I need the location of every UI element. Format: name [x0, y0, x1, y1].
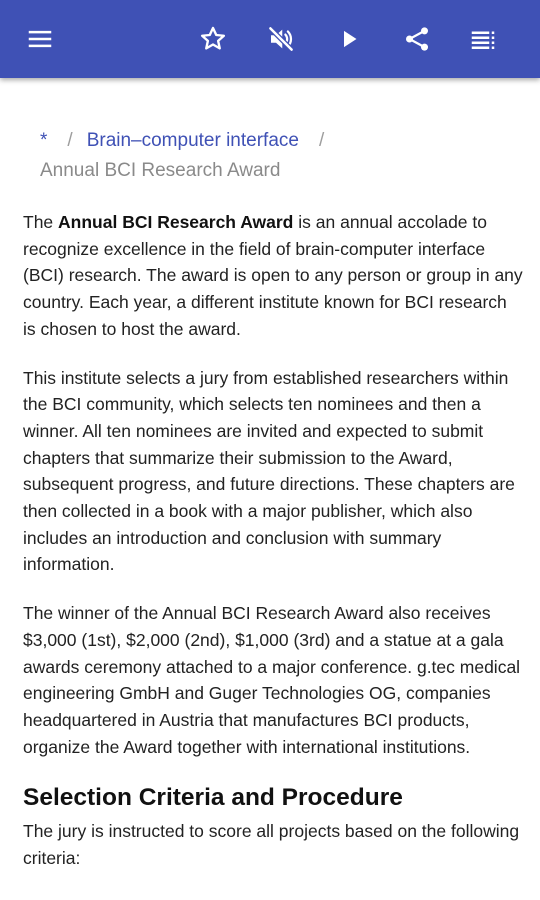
list-icon [468, 24, 498, 54]
breadcrumb [40, 126, 510, 186]
article-body [23, 209, 523, 894]
mute-icon [266, 24, 296, 54]
contents-button[interactable] [463, 19, 503, 59]
breadcrumb-parent[interactable]: Brain–computer interface [86, 130, 299, 151]
breadcrumb-separator: / [318, 130, 325, 151]
breadcrumb-current: Annual BCI Research Award [40, 160, 281, 181]
app-toolbar [0, 0, 540, 78]
menu-button[interactable] [20, 19, 60, 59]
paragraph: This institute selects a jury from established researchers within the BCI community, which selects ten nominees and then a winner. All ten nominees are invited and expected to submit chapters that summarize their submission to the Award, subsequent progress, and future directions. These chapters are then collected in a book with a major publisher, which also includes an introduction and conclusion with summary information. [23, 367, 515, 575]
share-button[interactable] [397, 19, 437, 59]
mute-button[interactable] [261, 19, 301, 59]
breadcrumb-home[interactable]: * [40, 130, 48, 151]
bookmark-button[interactable] [193, 19, 233, 59]
breadcrumb-separator: / [67, 130, 73, 151]
paragraph: The Annual BCI Research Award is an annual accolade to recognize excellence in the field of brain-computer interface (BCI) research. The award is open to any person or group in any country. Each year, a different institute known for BCI research is chosen to host the award. [23, 212, 523, 339]
share-icon [402, 24, 432, 54]
paragraph: The jury is instructed to score all projects based on the following criteria: [23, 821, 520, 869]
menu-icon [25, 24, 55, 54]
play-button[interactable] [329, 19, 369, 59]
section-heading: Selection Criteria and Procedure [23, 784, 403, 812]
article-content [0, 78, 540, 900]
play-icon [334, 24, 364, 54]
paragraph: The winner of the Annual BCI Research Award also receives $3,000 (1st), $2,000 (2nd), $1,000 (3rd) and a statue at a gala awards ceremony attached to a major conference. g.tec medical engineering GmbH and Guger Technologies OG, companies headquartered in Austria that manufactures BCI products, organize the Award together with international institutions. [23, 603, 521, 757]
star-icon [198, 24, 228, 54]
article-subject: Annual BCI Research Award [58, 212, 294, 232]
